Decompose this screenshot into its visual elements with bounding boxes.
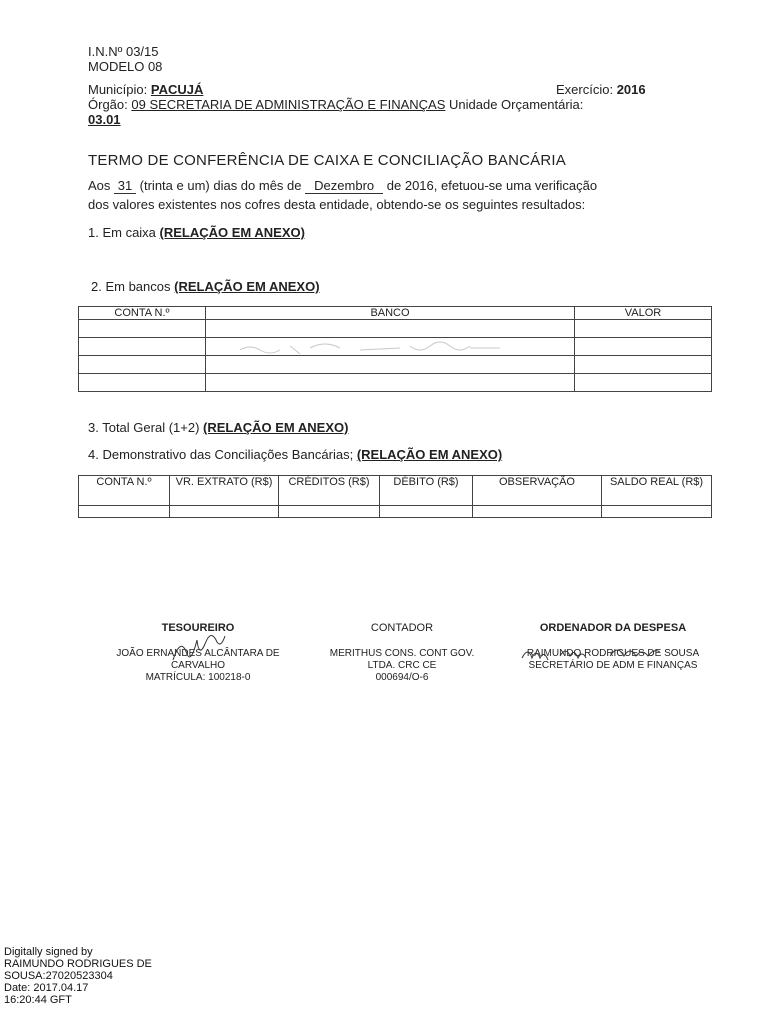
municipio-value: PACUJÁ: [150, 82, 204, 97]
contador-name: MERITHUS CONS. CONT GOV. LTDA. CRC CE: [329, 648, 475, 671]
intro-day-words: (trinta e um) dias do mês de: [139, 178, 302, 193]
concil-col-conta: CONTA N.º: [79, 476, 170, 506]
ordenador-signature-scribble: [520, 642, 710, 664]
tesoureiro-detail: MATRÍCULA: 100218-0: [145, 672, 251, 683]
stamp-line-1: Digitally signed by: [4, 946, 93, 958]
unidade-label: Unidade Orçamentária:: [449, 97, 584, 112]
intro-line-2: dos valores existentes nos cofres desta entidade, obtendo-se os seguintes resultados:: [88, 197, 586, 212]
contador-role: CONTADOR: [370, 622, 434, 634]
concil-table-header: [79, 476, 712, 506]
intro-month: Dezembro: [305, 178, 383, 194]
conciliation-table: [78, 475, 712, 518]
item-demonstrativo: [88, 447, 502, 462]
tesoureiro-signature-scribble: [168, 632, 228, 666]
concil-col-debito: DÉBITO (R$): [380, 476, 473, 506]
concil-col-saldo: SALDO REAL (R$): [602, 476, 712, 506]
ordenador-name: RAIMUNDO RODRIGUES DE SOUSA: [526, 648, 700, 659]
orgao-value: 09 SECRETARIA DE ADMINISTRAÇÃO E FINANÇAS: [131, 97, 446, 112]
exercicio-value: 2016: [616, 82, 646, 97]
document-title: TERMO DE CONFERÊNCIA DE CAIXA E CONCILIAÇÃO BANCÁRIA: [88, 152, 566, 169]
tesoureiro-name: JOÃO ERNANDES ALCÂNTARA DE CARVALHO: [116, 648, 280, 671]
bank-col-banco: BANCO: [206, 307, 575, 320]
item-demo-anexo: (RELAÇÃO EM ANEXO): [356, 447, 503, 462]
ordenador-detail: SECRETÁRIO DE ADM E FINANÇAS: [528, 660, 698, 671]
bank-table-header: [79, 307, 712, 320]
intro-line-1: [88, 178, 728, 194]
item-total-label: 3. Total Geral (1+2): [88, 420, 200, 435]
stamp-line-3: Date: 2017.04.17: [4, 982, 89, 994]
table-row: [79, 374, 712, 392]
exercicio-label: Exercício:: [556, 82, 614, 97]
norma-number: I.N.Nº 03/15: [88, 44, 159, 59]
orgao-label: Órgão:: [88, 97, 128, 112]
tesoureiro-role: TESOUREIRO: [161, 622, 235, 634]
concil-col-extrato: VR. EXTRATO (R$): [170, 476, 279, 506]
digital-signature-stamp: [4, 946, 154, 1006]
concil-col-observacao: OBSERVAÇÃO: [473, 476, 602, 506]
unidade-value: 03.01: [88, 112, 121, 127]
table-row: [79, 506, 712, 518]
signature-contador: [322, 622, 482, 684]
stamp-line-4: 16:20:44 GFT: [4, 994, 72, 1006]
exercicio-line: [556, 82, 646, 97]
municipio-line: [88, 82, 259, 97]
item-caixa-anexo: (RELAÇÃO EM ANEXO): [159, 225, 305, 240]
contador-detail: 000694/O-6: [375, 672, 429, 683]
orgao-line: [88, 97, 728, 112]
item-bancos: [91, 279, 320, 294]
concil-col-creditos: CRÉDITOS (R$): [279, 476, 380, 506]
redacted-smudge: [230, 336, 510, 360]
item-bancos-label: 2. Em bancos: [91, 279, 171, 294]
item-caixa-label: 1. Em caixa: [88, 225, 156, 240]
item-caixa: [88, 225, 305, 240]
item-bancos-anexo: (RELAÇÃO EM ANEXO): [174, 279, 320, 294]
intro-rest: de 2016, efetuou-se uma verificação: [386, 178, 598, 193]
item-total: [88, 420, 348, 435]
table-row: [79, 320, 712, 338]
intro-aos: Aos: [88, 178, 111, 193]
intro-day: 31: [114, 178, 136, 194]
modelo-label: MODELO 08: [88, 59, 163, 74]
municipio-label: Município:: [88, 82, 148, 97]
item-total-anexo: (RELAÇÃO EM ANEXO): [203, 420, 349, 435]
bank-col-valor: VALOR: [575, 307, 712, 320]
stamp-line-2: RAIMUNDO RODRIGUES DE SOUSA:27020523304: [4, 958, 152, 982]
ordenador-role: ORDENADOR DA DESPESA: [539, 622, 687, 634]
item-demo-label: 4. Demonstrativo das Conciliações Bancárias;: [88, 447, 354, 462]
bank-col-conta: CONTA N.º: [79, 307, 206, 320]
